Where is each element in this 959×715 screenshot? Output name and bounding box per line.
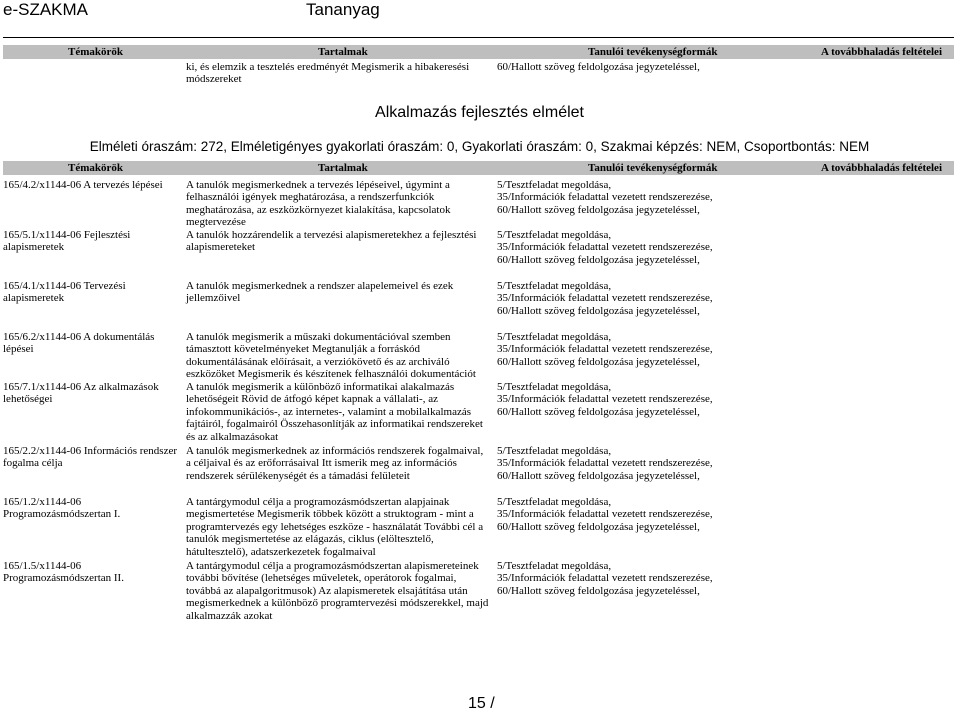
top-row-tartalom: ki, és elemzik a tesztelés eredményét Megismerik a hibakeresési módszereket xyxy=(186,61,470,86)
row-tartalom: A tanulók hozzárendelik a tervezési alapismeretekhez a fejlesztési alapismereteket xyxy=(186,229,477,254)
page-number: 15 / xyxy=(468,695,495,712)
row-tema: 165/4.2/x1144-06 A tervezés lépései xyxy=(3,179,163,191)
row-tema: 165/5.1/x1144-06 Fejlesztési alapismeretek xyxy=(3,229,131,254)
row-tevekenyseg: 5/Tesztfeladat megoldása, 35/Információk feladattal vezetett rendszerezése, 60/Hallott szöveg feldolgozása jegyzeteléssel, xyxy=(497,229,713,266)
page-heading: Tananyag xyxy=(306,0,380,19)
col-tevekenyseg: Tanulói tevékenységformák xyxy=(588,162,718,174)
row-tema: 165/2.2/x1144-06 Információs rendszer fogalma célja xyxy=(3,445,178,470)
row-tevekenyseg: 5/Tesztfeladat megoldása, 35/Információk feladattal vezetett rendszerezése, 60/Hallott szöveg feldolgozása jegyzeteléssel, xyxy=(497,280,713,317)
col-temakorok: Témakörök xyxy=(68,162,123,174)
col-temakorok: Témakörök xyxy=(68,46,123,58)
row-tema: 165/7.1/x1144-06 Az alkalmazások lehetőségei xyxy=(3,381,159,406)
section-subtitle: Elméleti óraszám: 272, Elméletigényes gyakorlati óraszám: 0, Gyakorlati óraszám: 0, Szakmai képzés: NEM, Csoportbontás: NEM xyxy=(89,139,870,154)
col-tovabbhaladas: A továbbhaladás feltételei xyxy=(821,46,942,58)
row-tema: 165/4.1/x1144-06 Tervezési alapismeretek xyxy=(3,280,126,305)
row-tartalom: A tanulók megismerik a műszaki dokumentációval szemben támasztott követelményeket Megtanulják a forráskód dokumentálásának előírásait, a verziókövető és az archiváló eszközöket Megismerik és készítenek felhasználói dokumentációt xyxy=(186,331,476,381)
row-tevekenyseg: 5/Tesztfeladat megoldása, 35/Információk feladattal vezetett rendszerezése, 60/Hallott szöveg feldolgozása jegyzeteléssel, xyxy=(497,331,713,368)
row-tema: 165/1.5/x1144-06 Programozásmódszertan II. xyxy=(3,560,124,585)
row-tevekenyseg: 5/Tesztfeladat megoldása, 35/Információk feladattal vezetett rendszerezése, 60/Hallott szöveg feldolgozása jegyzeteléssel, xyxy=(497,560,713,597)
top-row-tevekenyseg: 60/Hallott szöveg feldolgozása jegyzeteléssel, xyxy=(497,61,700,73)
header-divider xyxy=(3,37,954,38)
table-header-top xyxy=(3,45,954,59)
row-tartalom: A tantárgymodul célja a programozásmódszertan alapismereteinek további bővítése (lehetséges műveletek, operátorok fogalmai, továbbá az alapalgoritmusok) Az alapismeretek elsajátítása után megismerkednek a különböző programtervezési módszerekkel, majd alkalmazzák azokat xyxy=(186,560,489,622)
section-title: Alkalmazás fejlesztés elmélet xyxy=(375,104,584,121)
row-tevekenyseg: 5/Tesztfeladat megoldása, 35/Információk feladattal vezetett rendszerezése, 60/Hallott szöveg feldolgozása jegyzeteléssel, xyxy=(497,496,713,533)
row-tevekenyseg: 5/Tesztfeladat megoldása, 35/Információk feladattal vezetett rendszerezése, 60/Hallott szöveg feldolgozása jegyzeteléssel, xyxy=(497,179,713,216)
row-tartalom: A tanulók megismerkednek a rendszer alapelemeivel és ezek jellemzőivel xyxy=(186,280,454,305)
row-tevekenyseg: 5/Tesztfeladat megoldása, 35/Információk feladattal vezetett rendszerezése, 60/Hallott szöveg feldolgozása jegyzeteléssel, xyxy=(497,445,713,482)
col-tartalmak: Tartalmak xyxy=(318,46,368,58)
col-tartalmak: Tartalmak xyxy=(318,162,368,174)
col-tevekenyseg: Tanulói tevékenységformák xyxy=(588,46,718,58)
table-header-main xyxy=(3,161,954,175)
app-title: e-SZAKMA xyxy=(3,0,89,19)
col-tovabbhaladas: A továbbhaladás feltételei xyxy=(821,162,942,174)
row-tartalom: A tanulók megismerik a különböző informatikai alakalmazás lehetőségeit Rövid de átfogó képet kapnak a vállalati-, az infokommunikációs-, az internetes-, valamint a mobilalkalmazás fajtáiról, fogalmairól Összehasonlítják az informatikai rendszereket és az alkalmazásokat xyxy=(186,381,483,443)
row-tema: 165/1.2/x1144-06 Programozásmódszertan I. xyxy=(3,496,121,521)
row-tartalom: A tanulók megismerkednek az információs rendszerek fogalmaival, a céljaival és az erőforrásaival Itt ismerik meg az információs rendszerek sérülékenységét és a támadási felületeit xyxy=(186,445,484,482)
row-tema: 165/6.2/x1144-06 A dokumentálás lépései xyxy=(3,331,155,356)
row-tevekenyseg: 5/Tesztfeladat megoldása, 35/Információk feladattal vezetett rendszerezése, 60/Hallott szöveg feldolgozása jegyzeteléssel, xyxy=(497,381,713,418)
row-tartalom: A tanulók megismerkednek a tervezés lépéseivel, úgymint a felhasználói igények meghatározása, a rendszerfunkciók meghatározása, az eszközkörnyezet kialakítása, kapcsolatok megtervezése xyxy=(186,179,451,229)
row-tartalom: A tantárgymodul célja a programozásmódszertan alapjainak megismertetése Megismerik többek között a struktogram - mint a programtervezés egy lehetséges eszköze - használatát További cél a tanulók megismertetése az elágazás, ciklus (elöltesztelő, hátultesztelő), adatszerkezetek fogalmaival xyxy=(186,496,484,558)
